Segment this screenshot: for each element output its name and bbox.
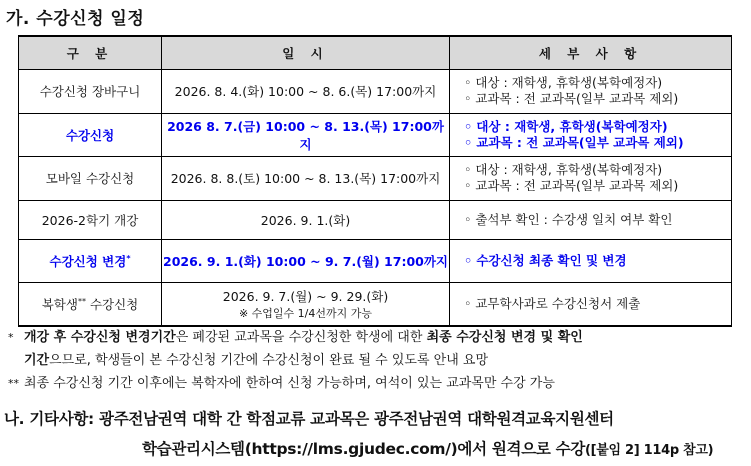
footnote-mark: *: [126, 253, 131, 263]
row-details: [450, 156, 732, 200]
table-row: [19, 282, 732, 326]
datetime-note: ※ 수업일수 1/4선까지 가능: [238, 306, 373, 320]
detail-line: ◦ 교과목 : 전 교과목(일부 교과목 제외): [464, 178, 679, 193]
row-datetime: 2026. 8. 4.(화) 10:00 ~ 8. 6.(목) 17:00까지: [162, 69, 450, 113]
row-details: [450, 69, 732, 113]
note-text: 으므로, 학생들이 본 수강신청 기간에 수강신청이 완료 될 수 있도록 안내 요망: [49, 353, 489, 368]
detail-line: ◦ 교과목 : 전 교과목(일부 교과목 제외): [464, 91, 679, 106]
row-label-text: 복학생: [41, 296, 78, 312]
footnote-2: [8, 372, 743, 395]
detail-line: ◦ 대상 : 재학생, 휴학생(복학예정자): [464, 75, 663, 90]
row-datetime: 2026. 8. 8.(토) 10:00 ~ 8. 13.(목) 17:00까지: [162, 156, 450, 200]
header-category: 구 분: [19, 36, 162, 69]
row-datetime: 2026 8. 7.(금) 10:00 ~ 8. 13.(목) 17:00까지: [162, 113, 450, 156]
note-bold: 최종 수강신청 변경 및 확인: [426, 330, 583, 345]
row-details: [450, 282, 732, 326]
table-row-highlight: [19, 239, 732, 282]
row-label: 수강신청: [19, 113, 162, 156]
datetime-line: 2026. 9. 7.(월) ~ 9. 29.(화): [222, 288, 389, 304]
footnote-1: [8, 326, 743, 372]
detail-line: ◦ 교과목 : 전 교과목(일부 교과목 제외): [464, 134, 684, 150]
footnotes: [8, 326, 743, 395]
row-label: 2026-2학기 개강: [19, 200, 162, 239]
note-text: 최종 수강신청 기간 이후에는 복학자에 한하여 신청 가능하며, 여석이 있는 교과목만 수강 가능: [24, 376, 555, 391]
footnote-mark: **: [77, 296, 86, 306]
table-row: [19, 69, 732, 113]
section-title: 가. 수강신청 일정: [6, 9, 145, 29]
footnote-mark: **: [8, 377, 19, 390]
other-notes-reference: ([붙임 2] 114p 참고): [585, 443, 714, 458]
row-label-text: 수강신청 변경: [49, 253, 127, 269]
detail-line: ◦ 대상 : 재학생, 휴학생(복학예정자): [464, 162, 663, 177]
detail-line: ◦ 출석부 확인 : 수강생 일치 여부 확인: [464, 211, 673, 227]
row-datetime: 2026. 9. 1.(화): [162, 200, 450, 239]
note-text: 은 폐강된 교과목을 수강신청한 학생에 대한: [175, 330, 427, 345]
table-row: [19, 200, 732, 239]
row-details: [450, 113, 732, 156]
note-bold: 개강 후 수강신청 변경기간: [24, 330, 176, 345]
schedule-table: [18, 35, 732, 327]
row-label: [19, 282, 162, 326]
table-row-highlight: [19, 113, 732, 156]
other-notes: [4, 404, 749, 466]
note-bold: 기간: [24, 353, 50, 368]
other-notes-line2: [4, 434, 749, 466]
detail-line: ◦ 대상 : 재학생, 휴학생(복학예정자): [464, 118, 668, 134]
row-details: [450, 200, 732, 239]
other-notes-line1: 나. 기타사항: 광주전남권역 대학 간 학점교류 교과목은 광주전남권역 대학원격교육지원센터: [4, 410, 614, 428]
table-header-row: [19, 36, 732, 69]
header-datetime: 일 시: [162, 36, 450, 69]
row-label: 모바일 수강신청: [19, 156, 162, 200]
row-label: 수강신청 장바구니: [19, 69, 162, 113]
detail-line: ◦ 수강신청 최종 확인 및 변경: [464, 252, 627, 268]
row-datetime: 2026. 9. 1.(화) 10:00 ~ 9. 7.(월) 17:00까지: [162, 239, 450, 282]
detail-line: ◦ 교무학사과로 수강신청서 제출: [464, 295, 641, 311]
row-details: [450, 239, 732, 282]
header-details: 세 부 사 항: [450, 36, 732, 69]
row-datetime: [162, 282, 450, 326]
table-row: [19, 156, 732, 200]
row-label: [19, 239, 162, 282]
footnote-mark: *: [8, 331, 14, 344]
row-label-suffix: 수강신청: [85, 296, 139, 312]
other-notes-line2-text: 학습관리시스템(https://lms.gjudec.com/)에서 원격으로 수강: [142, 440, 586, 458]
